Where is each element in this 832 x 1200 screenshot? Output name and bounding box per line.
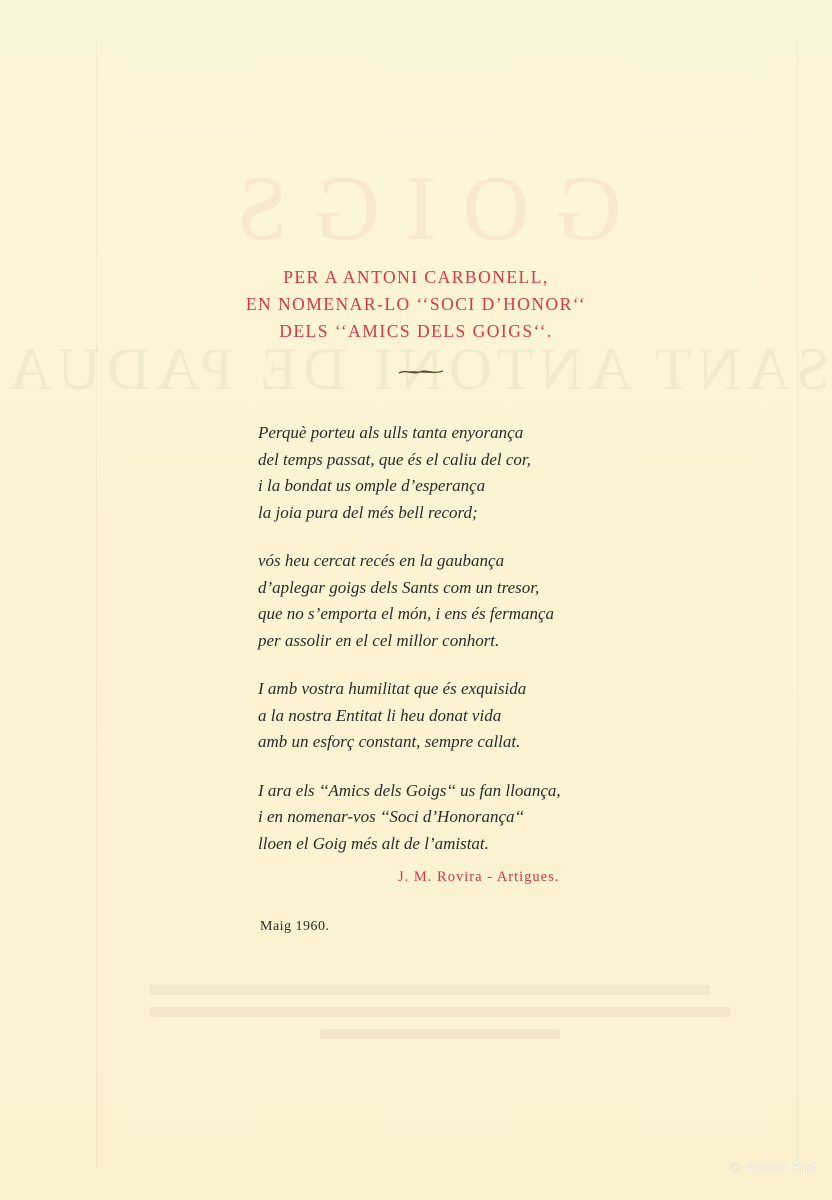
bleed-through-lines bbox=[150, 985, 750, 1051]
heading-line-2: EN NOMENAR-LO ‘‘SOCI D’HONOR‘‘ bbox=[245, 294, 587, 314]
bleed-through-title: GOIGS bbox=[210, 157, 622, 259]
poem-line: d’aplegar goigs dels Sants com un tresor, bbox=[258, 577, 540, 597]
poem-line: I ara els ‘‘Amics dels Goigs‘‘ us fan lloança, bbox=[258, 780, 561, 800]
copyright-watermark: © Antoni Prat bbox=[728, 1161, 818, 1176]
poem-line: per assolir en el cel millor conhort. bbox=[258, 630, 500, 650]
poem-line: I amb vostra humilitat que és exquisida bbox=[258, 679, 527, 698]
stanza-3 bbox=[258, 676, 618, 756]
poem-line: Perquè porteu als ulls tanta enyorança bbox=[258, 423, 524, 442]
poem-line: i en nomenar-vos ‘‘Soci d’Honorança‘‘ bbox=[258, 807, 524, 826]
heading-line-3: DELS ‘‘AMICS DELS GOIGS‘‘. bbox=[279, 321, 553, 341]
poem-line: lloen el Goig més alt de l’amistat. bbox=[258, 833, 489, 853]
poem-line: que no s’emporta el món, i ens és fermança bbox=[258, 604, 555, 623]
poem-line: a la nostra Entitat li heu donat vida bbox=[258, 705, 502, 725]
ornament-divider-icon bbox=[398, 367, 444, 377]
date-line: Maig 1960. bbox=[260, 919, 330, 934]
poem bbox=[258, 420, 618, 879]
author-signature: J. M. Rovira - Artigues. bbox=[398, 869, 560, 885]
bleed-through-subtitle: SANT ANTONI DE PADUA bbox=[2, 336, 830, 402]
poem-line: vós heu cercat recés en la gaubança bbox=[258, 551, 505, 570]
poem-line: la joia pura del més bell record; bbox=[258, 502, 478, 522]
dedication-heading bbox=[0, 264, 832, 345]
poem-line: i la bondat us omple d’esperança bbox=[258, 476, 486, 495]
stanza-1 bbox=[258, 420, 618, 526]
poem-line: del temps passat, que és el caliu del cor, bbox=[258, 449, 531, 469]
heading-line-1: PER A ANTONI CARBONELL, bbox=[283, 267, 549, 287]
stanza-4 bbox=[258, 778, 618, 858]
poem-line: amb un esforç constant, sempre callat. bbox=[258, 732, 521, 751]
stanza-2 bbox=[258, 548, 618, 654]
